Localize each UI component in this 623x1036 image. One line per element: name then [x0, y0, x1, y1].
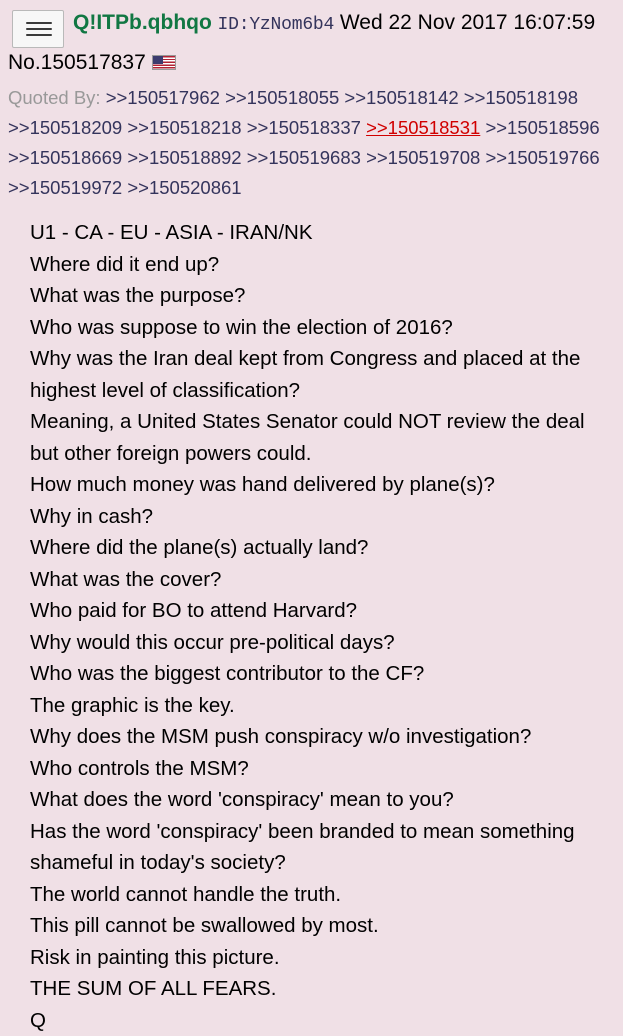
post-line: Why was the Iran deal kept from Congress and placed at the highest level of classification? [30, 343, 615, 406]
post-line: Why does the MSM push conspiracy w/o investigation? [30, 721, 615, 753]
post-datetime: Wed 22 Nov 2017 16:07:59 [340, 11, 595, 34]
post-line: Where did the plane(s) actually land? [30, 532, 615, 564]
post-message [30, 217, 615, 1036]
post-author-name: Q [73, 11, 89, 34]
post-line: The world cannot handle the truth. [30, 879, 615, 911]
post-line: Why would this occur pre-political days? [30, 627, 615, 659]
quotelink[interactable]: >>150518055 [225, 87, 339, 108]
post-line: Has the word 'conspiracy' been branded to mean something shameful in today's society? [30, 816, 615, 879]
quotelink[interactable]: >>150518337 [247, 117, 361, 138]
post-line: Where did it end up? [30, 249, 615, 281]
quotelink[interactable]: >>150518198 [464, 87, 578, 108]
quoted-by-list [8, 83, 615, 203]
hamburger-menu-icon[interactable] [12, 10, 64, 48]
post-line: Who was the biggest contributor to the CF? [30, 658, 615, 690]
quotelink[interactable]: >>150520861 [127, 177, 241, 198]
post-line: Who controls the MSM? [30, 753, 615, 785]
post-line: Risk in painting this picture. [30, 942, 615, 974]
quotelink[interactable]: >>150518892 [127, 147, 241, 168]
post-line: What was the cover? [30, 564, 615, 596]
post-header [8, 8, 615, 77]
post-line: The graphic is the key. [30, 690, 615, 722]
quotelink[interactable]: >>150519972 [8, 177, 122, 198]
quotelink[interactable]: >>150518531 [366, 117, 480, 138]
poster-id: ID:YzNom6b4 [218, 15, 335, 35]
quotelink[interactable]: >>150519766 [485, 147, 599, 168]
post-line: How much money was hand delivered by plane(s)? [30, 469, 615, 501]
quotelink[interactable]: >>150519683 [247, 147, 361, 168]
quotelink[interactable]: >>150518142 [344, 87, 458, 108]
post-line: This pill cannot be swallowed by most. [30, 910, 615, 942]
quotelink[interactable]: >>150519708 [366, 147, 480, 168]
post-line: What was the purpose? [30, 280, 615, 312]
post-line: Q [30, 1005, 615, 1036]
post-line: THE SUM OF ALL FEARS. [30, 973, 615, 1005]
post-line: Who was suppose to win the election of 2016? [30, 312, 615, 344]
post-tripcode: !ITPb.qbhqo [89, 11, 211, 34]
hamburger-bars [26, 22, 52, 38]
quotelink[interactable]: >>150518209 [8, 117, 122, 138]
post-number[interactable]: No.150517837 [8, 51, 146, 74]
quoted-by-label: Quoted By: [8, 87, 101, 108]
post-line: What does the word 'conspiracy' mean to you? [30, 784, 615, 816]
post-line: Why in cash? [30, 501, 615, 533]
post-line: Who paid for BO to attend Harvard? [30, 595, 615, 627]
post-line: U1 - CA - EU - ASIA - IRAN/NK [30, 217, 615, 249]
quotelink[interactable]: >>150517962 [106, 87, 220, 108]
us-flag-icon [152, 55, 176, 70]
post-line: Meaning, a United States Senator could NOT review the deal but other foreign powers could. [30, 406, 615, 469]
quotelink[interactable]: >>150518218 [127, 117, 241, 138]
quotelink[interactable]: >>150518669 [8, 147, 122, 168]
quotelink[interactable]: >>150518596 [485, 117, 599, 138]
